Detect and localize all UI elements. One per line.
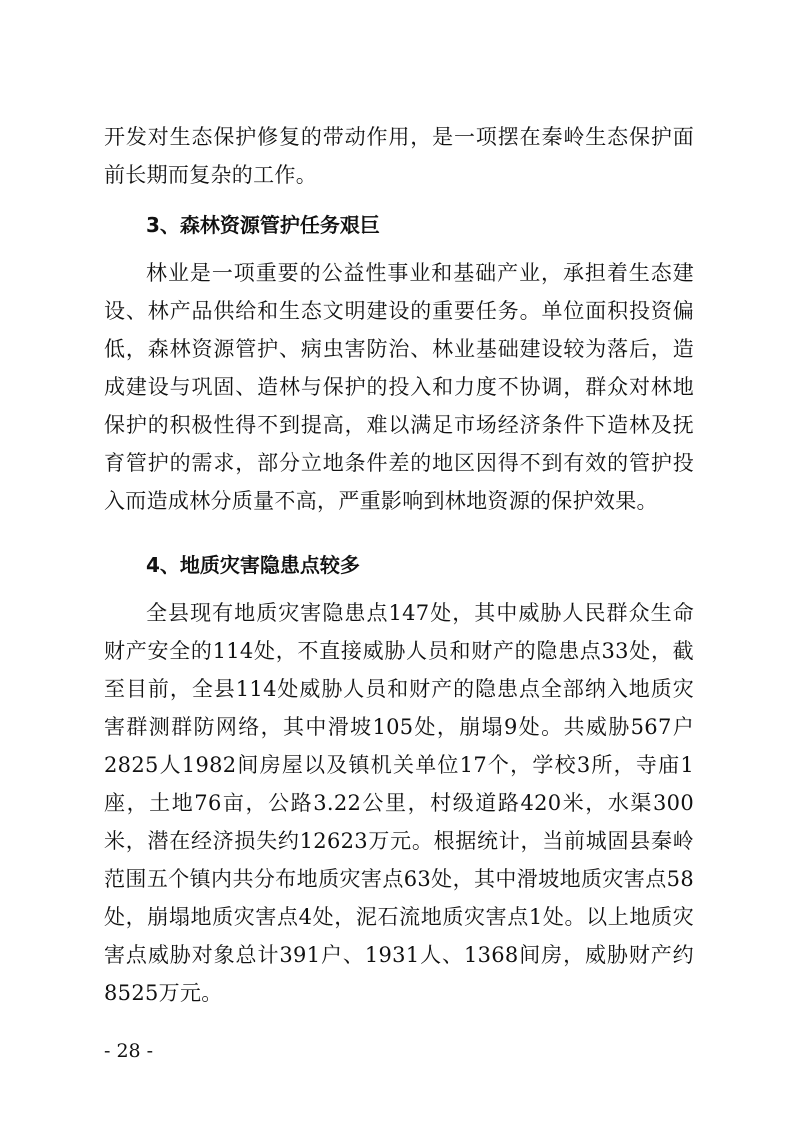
section-4-heading: 4、地质灾害隐患点较多 [146,553,360,577]
section-4-paragraph: 全县现有地质灾害隐患点147处，其中威胁人民群众生命财产安全的114处，不直接威胁人员和财产的隐患点33处，截至目前，全县114处威胁人员和财产的隐患点全部纳入地质灾害群测群防网络，其中滑坡105处，崩塌9处。共威胁567户2825人1982间房屋以及镇机关单位17个，学校3所，寺庙1座，土地76亩，公路3.22公里，村级道路420米，水渠300米，潜在经济损失约12623万元。根据统计，当前城固县秦岭范围五个镇内共分布地质灾害点63处，其中滑坡地质灾害点58处，崩塌地质灾害点4处，泥石流地质灾害点1处。以上地质灾害点威胁对象总计391户、1931人、1368间房，威胁财产约8525万元。 [104,601,694,1005]
continuation-paragraph: 开发对生态保护修复的带动作用，是一项摆在秦岭生态保护面前长期而复杂的工作。 [104,125,694,187]
page-number: - 28 - [104,1040,154,1062]
section-3-paragraph: 林业是一项重要的公益性事业和基础产业，承担着生态建设、林产品供给和生态文明建设的重要任务。单位面积投资偏低，森林资源管护、病虫害防治、林业基础建设较为落后，造成建设与巩固、造林与保护的投入和力度不协调，群众对林地保护的积极性得不到提高，难以满足市场经济条件下造林及抚育管护的需求，部分立地条件差的地区因得不到有效的管护投入而造成林分质量不高，严重影响到林地资源的保护效果。 [104,261,694,513]
section-3-heading: 3、森林资源管护任务艰巨 [146,213,380,237]
